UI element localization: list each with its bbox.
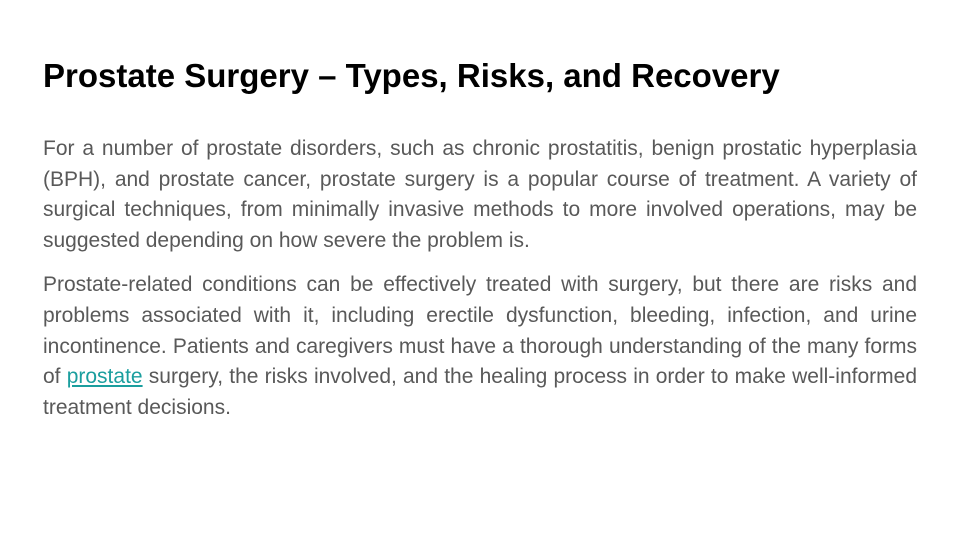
prostate-link[interactable]: prostate: [66, 365, 143, 389]
paragraph-intro: For a number of prostate disorders, such as chronic prostatitis, benign prostatic hyperplasia (BPH), and prostate cancer, prostate surgery is a popular course of treatment. A variety of surgical techniques, from minimally invasive methods to more involved operations, may be suggested depending on how severe the problem is.: [43, 137, 917, 252]
slide-body: [43, 134, 917, 437]
paragraph-risks: [43, 270, 917, 423]
paragraph-risks-text-end: surgery, the risks involved, and the healing process in order to make well-informed treatment decisions.: [43, 365, 917, 419]
paragraph-risks-text-start: Prostate-related conditions can be effectively treated with surgery, but there are risks and problems associated with it, including erectile dysfunction, bleeding, infection, and urine incontinence. Patients and caregivers must have a thorough understanding of the many forms of: [43, 273, 917, 389]
slide-title: Prostate Surgery – Types, Risks, and Recovery: [43, 57, 780, 94]
